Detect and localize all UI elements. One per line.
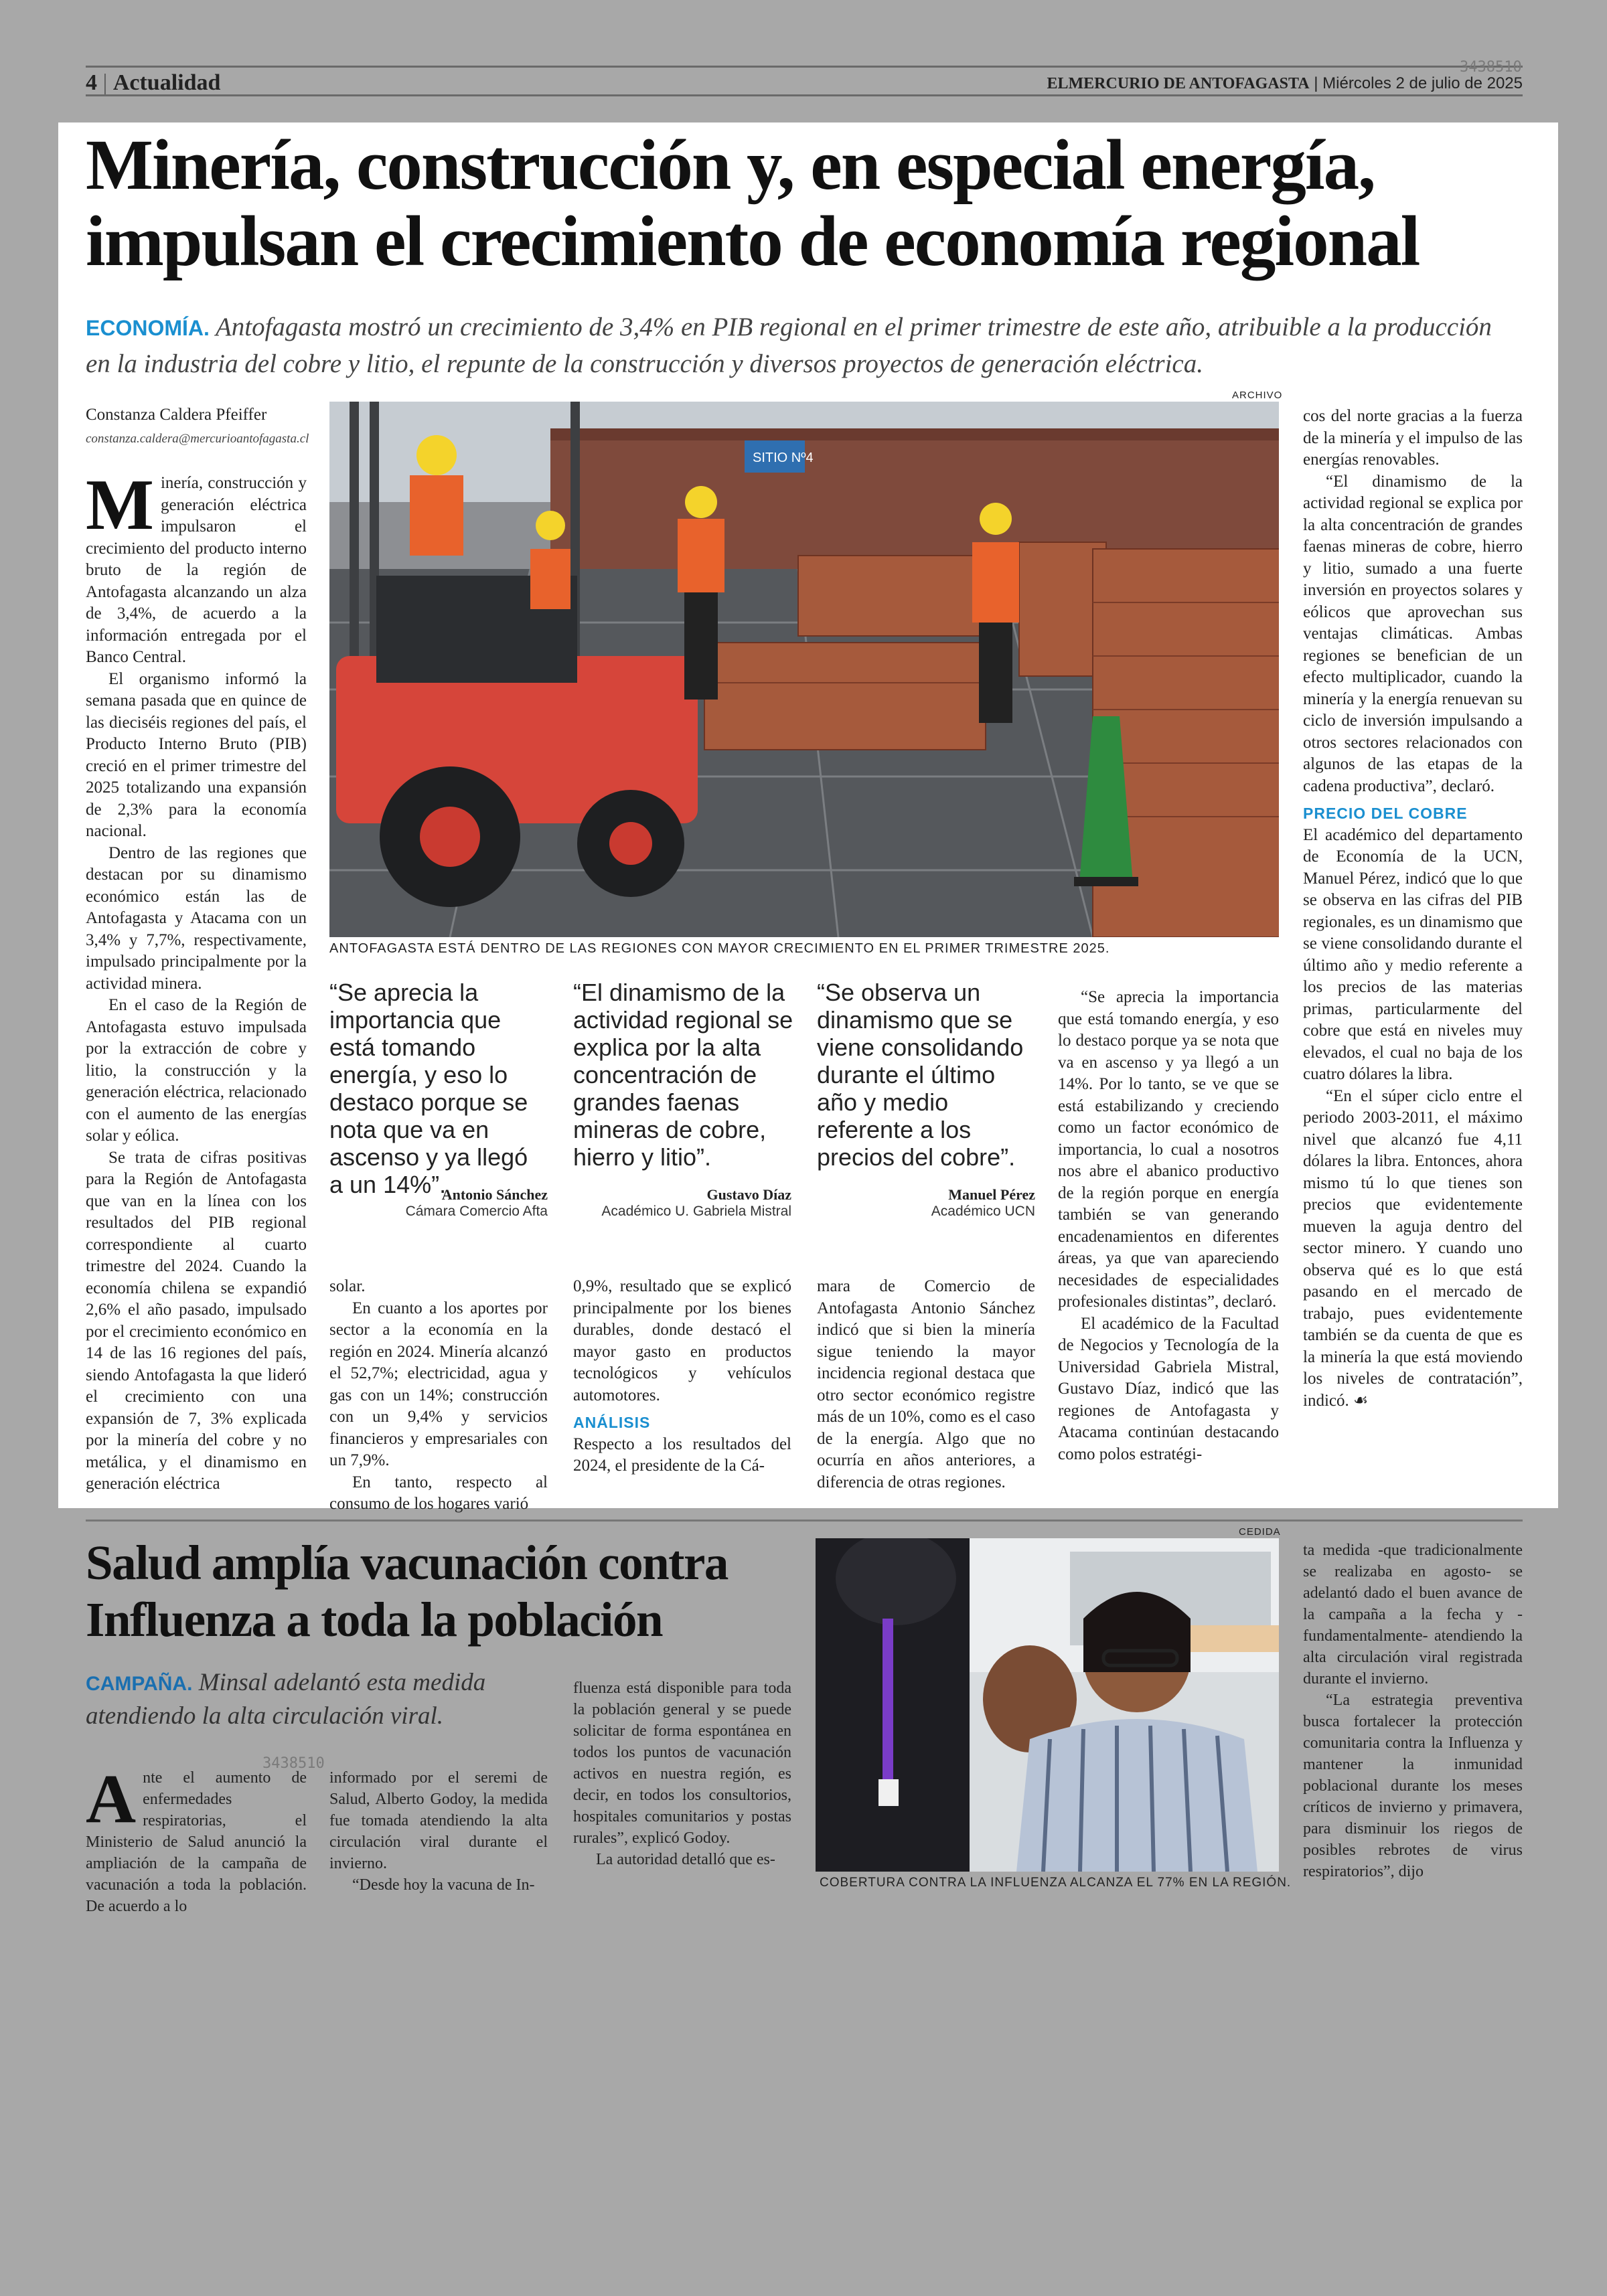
paragraph: Dentro de las regiones que destacan por su dinamismo económico están las de Antofagasta y Atacama con un 3,4% y 7,7%, respectivamente, impulsado principalmente por la actividad minera. [86, 843, 307, 993]
quote-author-3 [817, 1186, 1035, 1220]
paragraph: 0,9%, resultado que se explicó principalmente por los bienes durables, donde destacó el mayor gasto en productos tecnológicos y vehículos automotores. [573, 1277, 791, 1404]
paragraph: En tanto, respecto al consumo de los hogares varió [329, 1473, 548, 1513]
second-column-3 [573, 1677, 791, 1870]
dropcap: A [86, 1760, 137, 1837]
subhead-analisis: ANÁLISIS [573, 1414, 651, 1431]
article-column-1 [86, 465, 307, 1495]
article-column-2 [329, 1276, 548, 1515]
article-column-6 [1303, 406, 1523, 1412]
photo-caption: COBERTURA CONTRA LA INFLUENZA ALCANZA EL 77% EN LA REGIÓN. [820, 1876, 1292, 1890]
paragraph: cos del norte gracias a la fuerza de la minería y el impulso de las energías renovables. [1303, 407, 1523, 469]
quote-author-name: Manuel Pérez [948, 1186, 1035, 1203]
photo-illustration [329, 402, 1279, 937]
paragraph: Se trata de cifras positivas para la Región de Antofagasta que van en la línea con los resultados del PIB regional correspondiente al cuarto trimestre del 2024. Cuando la economía chilena se expandió 2,6% el año pasado, impulsado por el crecimiento económico en 14 de las 16 regiones del país, siendo Antofagasta la que lideró el crecimiento con una expansión de 7, 3% explicada por la minería del cobre y no metálica, y el dinamismo en generación eléctrica [86, 1148, 307, 1493]
paragraph: En el caso de la Región de Antofagasta estuvo impulsada por la extracción de cobre y litio, la construcción y la generación eléctrica, relacionado con el aumento de las energías solar y eólica. [86, 996, 307, 1145]
photo-illustration [816, 1538, 1279, 1872]
subhead-precio-cobre: PRECIO DEL COBRE [1303, 805, 1468, 822]
paragraph: “La estrategia preventiva busca fortalecer la protección comunitaria contra la Influenza y mantener la inmunidad poblacional durante los meses críticos de invierno y primavera, para disminuir los riegos de posibles rebrotes de virus respiratorios”, dijo [1303, 1692, 1523, 1880]
article-divider [86, 1520, 1523, 1522]
article-column-3 [573, 1276, 791, 1477]
paragraph: “El dinamismo de la actividad regional se explica por la alta concentración de grandes faenas mineras de cobre, hierro y litio, sumado a una fuerte inversión en proyectos solares y eólicos que aprovechan sus ventajas climáticas. Ambas regiones se benefician de un efecto multiplicador, cuando la minería y la energía renuevan su ciclo de inversión impulsando a otros sectores relacionados con algunos de las etapas de la cadena productiva”, declaró. [1303, 472, 1523, 795]
page-header [86, 66, 1523, 96]
paragraph: El académico del departamento de Economía de la UCN, Manuel Pérez, indicó que lo que se observa en las cifras del PIB regionales, es un dinamismo que se viene consolidando durante el último año y medio referente a los precios de las materias primas, particularmente del cobre que está en niveles muy elevados, el cual no baja de los cuatro dólares la libra. [1303, 825, 1523, 1083]
dropcap: M [86, 465, 154, 545]
quote-author-name: Antonio Sánchez [441, 1186, 548, 1203]
paragraph: nte el aumento de enfermedades respiratorias, el Ministerio de Salud anunció la ampliación de la campaña de vacunación a toda la población. De acuerdo a lo [86, 1769, 307, 1915]
paragraph: fluenza está disponible para toda la población general y se puede solicitar de forma espontánea en todos los puntos de vacunación activos en nuestra región, es decir, en todos los consultorios, hospitales comunitarios y postas rurales”, explicó Godoy. [573, 1679, 791, 1847]
paragraph: “Se aprecia la importancia que está tomando energía, y eso lo destaco porque ya se nota que va en ascenso y ya llegó a un 14%. Por lo tanto, se ve que se está estabilizando y creciendo como un factor económico de importancia, lo cual a nosotros nos abre el abanico productivo de la región porque en energía también se van generando encadenamientos en diferentes áreas, ya que van apareciendo necesidades de especialidades profesionales distintas”, declaró. [1058, 988, 1279, 1311]
paragraph: El académico de la Facultad de Negocios y Tecnología de la Universidad Gabriela Mistral, Gustavo Díaz, indicó que las regiones de Antofagasta y Atacama continúan destacando como polos estratégi- [1058, 1314, 1279, 1463]
archive-stamp: 3438510 [1460, 59, 1522, 76]
photo-credit: CEDIDA [1239, 1526, 1281, 1538]
paragraph: mara de Comercio de Antofagasta Antonio Sánchez indicó que si bien la minería sigue teniendo la mayor incidencia regional destaca que otro sector económico registre más de un 10%, como es el caso de la energía. Algo que no ocurría en años anteriores, a diferencia de otras regiones. [817, 1277, 1035, 1491]
section-label: 4 | Actualidad [86, 70, 221, 95]
paragraph: inería, construcción y generación eléctrica impulsaron el crecimiento del producto interno bruto de la región de Antofagasta alcanzando un alza de 3,4%, de acuerdo a la información entregada por el Banco Central. [86, 474, 307, 666]
photo-caption: ANTOFAGASTA ESTÁ DENTRO DE LAS REGIONES CON MAYOR CRECIMIENTO EN EL PRIMER TRIMESTRE 2025. [329, 941, 1110, 956]
main-headline: Minería, construcción y, en especial energía, impulsan el crecimiento de economía regional [86, 126, 1420, 281]
pull-quote-2: “El dinamismo de la actividad regional se explica por la alta concentración de grandes faenas mineras de cobre, hierro y litio”. [573, 979, 793, 1171]
deck-text: Antofagasta mostró un crecimiento de 3,4% en PIB regional en el primer trimestre de este año, atribuible a la producción en la industria del cobre y litio, el repunte de la construcción y diversos proyectos de generación eléctrica. [86, 313, 1492, 378]
quote-author-1 [329, 1186, 548, 1220]
paragraph: Respecto a los resultados del 2024, el presidente de la Cá- [573, 1434, 791, 1475]
author-email: constanza.caldera@mercurioantofagasta.cl [86, 432, 309, 446]
page-number: 4 [86, 70, 97, 95]
archive-stamp: 3438510 [262, 1755, 325, 1772]
quote-author-role: Académico UCN [931, 1204, 1035, 1219]
deck-kicker: CAMPAÑA. [86, 1673, 193, 1695]
quote-author-role: Cámara Comercio Afta [405, 1204, 548, 1219]
paragraph: En cuanto a los aportes por sector a la economía en la región en 2024. Minería alcanzó el 52,7%; electricidad, agua y gas con un 14%; construcción con un 9,4% y servicios financieros y empresariales con un 7,9%. [329, 1299, 548, 1469]
section-name: Actualidad [112, 70, 221, 95]
masthead-date: ELMERCURIO DE ANTOFAGASTA | Miércoles 2 de julio de 2025 [1047, 74, 1523, 92]
photo-credit: ARCHIVO [1232, 390, 1283, 401]
paragraph: informado por el seremi de Salud, Alberto Godoy, la medida fue tomada atendiendo la alta circulación viral durante el invierno. [329, 1769, 548, 1872]
paragraph: ta medida -que tradicionalmente se realizaba en agosto- se adelantó dado el buen avance de la campaña a la fecha y -fundamentalmente- atendiendo la alta circulación viral registrada durante el invierno. [1303, 1542, 1523, 1688]
masthead: ELMERCURIO DE ANTOFAGASTA [1047, 75, 1310, 92]
article-column-5 [1058, 987, 1279, 1465]
quote-author-role: Académico U. Gabriela Mistral [601, 1204, 791, 1219]
second-deck [86, 1667, 581, 1732]
second-column-4 [1303, 1540, 1523, 1882]
second-column-2 [329, 1767, 548, 1896]
main-deck [86, 309, 1523, 382]
paragraph: “Desde hoy la vacuna de In- [352, 1876, 535, 1894]
paragraph: solar. [329, 1277, 366, 1295]
pull-quote-1: “Se aprecia la importancia que está tomando energía, y eso lo destaco porque se nota que va en ascenso y ya llegó a un 14%”. [329, 979, 528, 1198]
paragraph: La autoridad detalló que es- [596, 1851, 775, 1868]
paragraph: “En el súper ciclo entre el periodo 2003-2011, el máximo nivel que alcanzó fue 4,11 dólares la libra. Entonces, ahora mismo tú lo que tienes son precios que evidentemente mueven la aguja dentro del sector minero. Y cuando uno observa qué es lo que está pasando en el mercado de trabajo, pues evidentemente también se da cuenta de que es la minería la que está moviendo los niveles de contratación”, indicó. ☙ [1303, 1086, 1523, 1410]
author-byline: Constanza Caldera Pfeiffer [86, 406, 267, 424]
vaccination-photo [816, 1538, 1279, 1872]
second-headline: Salud amplía vacunación contra Influenza a toda la población [86, 1536, 728, 1647]
issue-date: Miércoles 2 de julio de 2025 [1322, 74, 1523, 92]
site-sign: SITIO Nº4 [753, 450, 814, 465]
mining-forklift-photo [329, 402, 1279, 937]
deck-text: Minsal adelantó esta medida atendiendo la alta circulación viral. [86, 1669, 486, 1730]
article-column-4 [817, 1276, 1035, 1493]
pull-quote-3: “Se observa un dinamismo que se viene consolidando durante el último año y medio referente a los precios del cobre”. [817, 979, 1024, 1171]
deck-kicker: ECONOMÍA. [86, 316, 210, 340]
quote-author-2 [573, 1186, 791, 1220]
quote-author-name: Gustavo Díaz [706, 1186, 791, 1203]
paragraph: El organismo informó la semana pasada que en quince de las dieciséis regiones del país, el Producto Interno Bruto (PIB) creció en el primer trimestre del 2025 totalizando una expansión de 2,3% para la economía nacional. [86, 669, 307, 840]
